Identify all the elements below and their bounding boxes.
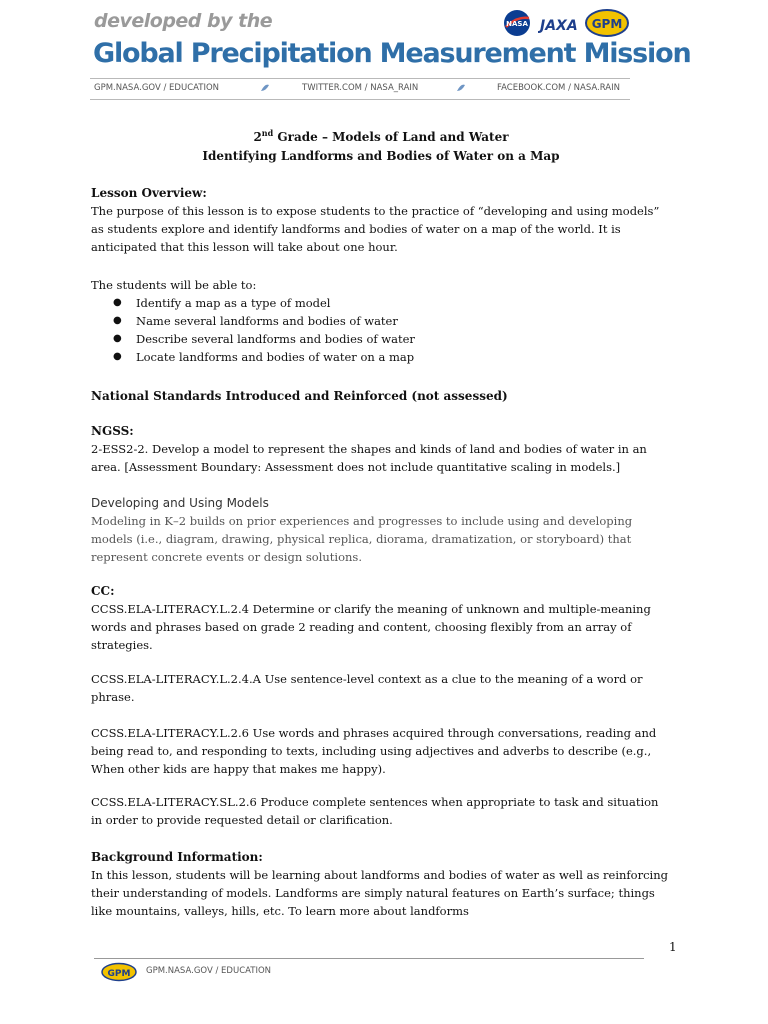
cc-label: CC: [91,584,115,598]
cc-standard-block [91,793,671,829]
cc-standard: CCSS.ELA-LITERACY.L.2.4.A Use sentence-level context as a clue to the meaning of a word or phrase. [91,672,643,704]
header-tagline: developed by the [94,10,273,32]
lesson-title-text: Grade – Models of Land and Water [273,130,509,144]
jaxa-logo [538,8,582,38]
overview-heading: Lesson Overview: [91,186,207,200]
gpm-footer-logo-text: GPM [107,969,131,979]
cc-standard: CCSS.ELA-LITERACY.L.2.6 Use words and phrases acquired through conversations, reading and being read to, and responding to texts, including using adjectives and adverbs to describe (e.g., When other kids are happy that makes me happy). [91,726,657,776]
page-header [0,0,768,100]
objectives-section [91,276,671,366]
cc-section [91,582,671,654]
nasa-logo [502,8,532,38]
list-item: ● Name several landforms and bodies of water [91,312,671,330]
objectives-list [91,294,671,366]
background-heading: Background Information: [91,850,263,864]
page-number: 1 [669,940,677,954]
models-text: Modeling in K–2 builds on prior experiences and progresses to include using and developing models (i.e., diagram, drawing, physical replica, diorama, dramatization, or storyboard) that represent concrete events or design solutions. [91,514,633,564]
lesson-title [91,128,671,146]
ngss-text: 2-ESS2-2. Develop a model to represent the shapes and kinds of land and bodies of water in an area. [Assessment Boundary: Assessment does not include quantitative scaling in models.] [91,442,647,474]
ngss-section [91,422,671,476]
mission-title: Global Precipitation Measurement Mission [93,38,691,69]
header-link-education[interactable]: GPM.NASA.GOV / EDUCATION [94,83,220,93]
list-item: ● Identify a map as a type of model [91,294,671,312]
gpm-footer-logo [100,962,138,982]
gpm-logo [584,8,630,38]
background-section [91,848,671,920]
objectives-intro: The students will be able to: [91,278,257,292]
cc-standard-block [91,670,671,706]
grade-number: 2 [253,130,262,144]
overview-section [91,184,671,256]
models-heading: Developing and Using Models [91,496,269,510]
raindrop-icon [260,84,270,92]
models-section [91,494,671,566]
overview-text: The purpose of this lesson is to expose students to the practice of “developing and using models” as students explore and identify landforms and bodies of water on a map of the world. It is anticipated that this lesson will take about one hour. [91,204,660,254]
grade-suffix: nd [261,128,274,138]
partner-logos [472,8,632,40]
cc-standard: CCSS.ELA-LITERACY.SL.2.6 Produce complete sentences when appropriate to task and situation in order to provide requested detail or clarification. [91,795,659,827]
jaxa-logo-text: JAXA [540,18,578,34]
background-text: In this lesson, students will be learning about landforms and bodies of water as well as reinforcing their understanding of models. Landforms are simply natural features on Earth’s surface; things like mountains, valleys, hills, etc. To learn more about landforms [91,868,668,918]
standards-heading [91,387,671,405]
header-link-facebook[interactable]: FACEBOOK.COM / NASA.RAIN [497,83,620,93]
footer-link-education[interactable]: GPM.NASA.GOV / EDUCATION [146,966,272,976]
footer-divider [94,958,644,959]
ngss-label: NGSS: [91,424,134,438]
standards-heading-text: National Standards Introduced and Reinforced (not assessed) [91,389,508,403]
cc-standard-block [91,724,671,778]
raindrop-icon [456,84,466,92]
lesson-subtitle: Identifying Landforms and Bodies of Water on a Map [202,149,560,163]
header-links-bar [90,78,630,100]
list-item: ● Locate landforms and bodies of water on a map [91,348,671,366]
list-item: ● Describe several landforms and bodies of water [91,330,671,348]
nasa-logo-text: NASA [506,20,528,28]
gpm-logo-text: GPM [591,17,623,31]
cc-standard: CCSS.ELA-LITERACY.L.2.4 Determine or clarify the meaning of unknown and multiple-meaning words and phrases based on grade 2 reading and content, choosing flexibly from an array of strategies. [91,602,651,652]
header-link-twitter[interactable]: TWITTER.COM / NASA_RAIN [302,83,419,93]
